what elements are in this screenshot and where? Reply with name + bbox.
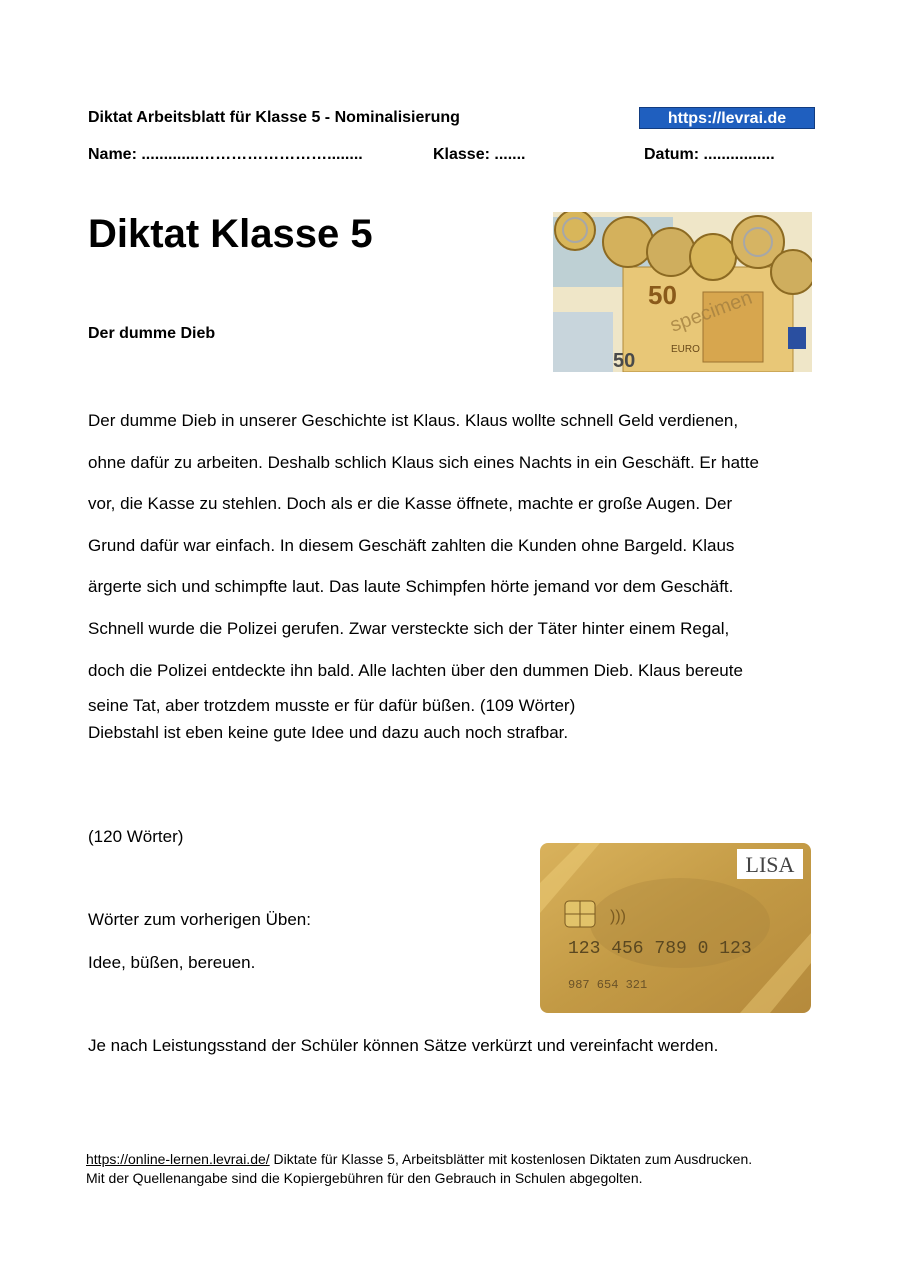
footer-line-1 (86, 1150, 846, 1169)
credit-card-image (540, 843, 811, 1013)
story-line: Der dumme Dieb in unserer Geschichte ist Klaus. Klaus wollte schnell Geld verdienen, (88, 411, 739, 430)
practice-heading: Wörter zum vorherigen Üben: (88, 910, 311, 929)
footer (86, 1150, 846, 1188)
contactless-icon: ))) (610, 908, 626, 925)
name-field: Name: .............……………………........ (88, 146, 363, 163)
story-line: seine Tat, aber trotzdem musste er für dafür büßen. (109 Wörter) (88, 696, 576, 716)
euro-text: EURO (671, 344, 700, 355)
card-brand: LISA (745, 852, 795, 877)
story-line: vor, die Kasse zu stehlen. Doch als er die Kasse öffnete, machte er große Augen. Der (88, 494, 733, 514)
story-text (88, 400, 808, 746)
note-value-small: 50 (613, 350, 636, 372)
word-count: (120 Wörter) (88, 827, 184, 846)
card-sub-number: 987 654 321 (568, 978, 648, 992)
teacher-note: Je nach Leistungsstand der Schüler können Sätze verkürzt und vereinfacht werden. (88, 1036, 719, 1055)
date-field: Datum: ................ (644, 146, 775, 163)
euro-money-image (553, 212, 812, 372)
story-line: ohne dafür zu arbeiten. Deshalb schlich Klaus sich eines Nachts in ein Geschäft. Er hatte (88, 452, 759, 472)
story-subtitle: Der dumme Dieb (88, 325, 216, 342)
specimen-text: specimen (667, 286, 756, 337)
worksheet-title: Diktat Arbeitsblatt für Klasse 5 - Nominalisierung (88, 109, 460, 126)
footer-line-2: Mit der Quellenangabe sind die Kopiergebühren für den Gebrauch in Schulen abgegolten. (86, 1170, 643, 1186)
site-badge-link[interactable]: https://levrai.de (639, 107, 815, 129)
story-line: ärgerte sich und schimpfte laut. Das laute Schimpfen hörte jemand vor dem Geschäft. (88, 577, 734, 597)
footer-link[interactable]: https://online-lernen.levrai.de/ (86, 1151, 270, 1167)
note-value: 50 (648, 280, 677, 310)
practice-words: Idee, büßen, bereuen. (88, 953, 256, 972)
story-line: doch die Polizei entdeckte ihn bald. Alle lachten über den dummen Dieb. Klaus bereute (88, 660, 743, 680)
footer-line-1-text: Diktate für Klasse 5, Arbeitsblätter mit kostenlosen Diktaten zum Ausdrucken. (269, 1151, 753, 1167)
card-number: 123 456 789 0 123 (568, 939, 752, 959)
story-line: Grund dafür war einfach. In diesem Geschäft zahlten die Kunden ohne Bargeld. Klaus (88, 535, 735, 555)
story-line: Schnell wurde die Polizei gerufen. Zwar versteckte sich der Täter hinter einem Regal, (88, 618, 730, 638)
class-field: Klasse: ....... (433, 146, 526, 163)
page-title: Diktat Klasse 5 (88, 212, 373, 256)
story-extra-line: Diebstahl ist eben keine gute Idee und dazu auch noch strafbar. (88, 723, 569, 743)
